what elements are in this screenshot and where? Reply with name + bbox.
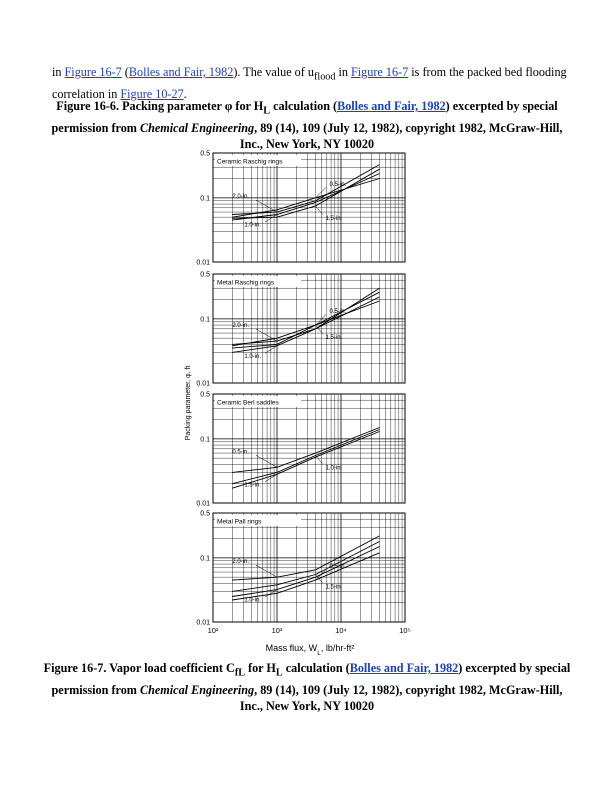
x-tick-label: 10⁵ [399, 626, 411, 635]
y-tick-label: 0.1 [200, 195, 210, 203]
y-tick-label: 0.01 [196, 619, 210, 627]
paragraph-text: ( [121, 65, 129, 79]
series-label: 1.0-in. [244, 353, 261, 360]
series-label: 2.0-in. [232, 323, 249, 330]
series-label: 1.0-in. [325, 465, 343, 472]
series-label: 0.5-in. [329, 181, 347, 188]
y-tick-label: 0.01 [196, 259, 210, 267]
y-tick-label: 0.1 [200, 316, 210, 324]
series-label: 1.0-in. [244, 222, 261, 229]
paragraph-text: in [52, 65, 65, 79]
subscript: L [263, 105, 271, 117]
leader-line [256, 455, 277, 467]
leader-line [256, 565, 277, 577]
series-label: 1.0-in. [244, 597, 261, 604]
caption-text: Figure 16-6. Packing parameter φ for H [56, 99, 264, 113]
caption-text: for H [244, 661, 276, 675]
x-axis-label: Mass flux, $W_L$, lb/hr-ft² [265, 643, 355, 657]
panel-frame [213, 513, 405, 622]
caption-text: calculation ( [270, 99, 338, 113]
caption-text: ) excerpted by special permission from [51, 661, 571, 697]
caption-text: , 89 (14), 109 (July 12, 1982), copyright 1982, McGraw-Hill, Inc., New York, NY 10020 [239, 682, 563, 714]
y-axis-label: Packing parameter, φ, ft [185, 365, 192, 441]
journal-name: Chemical Engineering [139, 682, 255, 697]
panel-title: Metal Pall rings [217, 518, 262, 526]
panel-title: Ceramic Raschig rings [217, 158, 283, 166]
packing-parameter-figure [180, 148, 420, 658]
series-label: 0.5-in. [329, 564, 347, 571]
caption-text: calculation ( [282, 661, 350, 675]
caption-text: Figure 16-7. Vapor load coefficient C [43, 661, 235, 675]
y-tick-label: 0.5 [200, 271, 210, 279]
link-figure-16-7[interactable]: Figure 16-7 [351, 65, 409, 79]
series-label: 2.0-in. [232, 194, 249, 201]
link-bolles-fair[interactable]: Bolles and Fair, 1982 [337, 99, 446, 113]
link-figure-16-7[interactable]: Figure 16-7 [64, 65, 122, 79]
caption-text: ) excerpted by special permission from [51, 99, 558, 135]
x-tick-label: 10² [207, 626, 219, 635]
x-tick-label: 10⁴ [335, 626, 347, 635]
series-label: 1.5-in. [325, 335, 343, 342]
x-tick-label: 10³ [271, 626, 283, 635]
series-line [232, 292, 379, 348]
subscript: fL [234, 667, 245, 679]
paragraph-text: . [183, 86, 187, 101]
series-label: 0.5-in. [232, 449, 249, 456]
journal-name: Chemical Engineering [139, 120, 255, 135]
paragraph-text: ). The value of u [233, 65, 314, 79]
series-label: 0.5-in. [329, 309, 347, 316]
leader-line [256, 329, 277, 341]
series-line [232, 165, 379, 215]
y-tick-label: 0.1 [200, 436, 210, 444]
y-tick-label: 0.01 [196, 380, 210, 388]
figure-16-7-caption [40, 660, 574, 715]
link-figure-10-27[interactable]: Figure 10-27 [120, 86, 184, 101]
panel-title: Ceramic Berl saddles [217, 399, 279, 407]
caption-text: , 89 (14), 109 (July 12, 1982), copyright 1982, McGraw-Hill, Inc., New York, NY 10020 [239, 120, 563, 152]
link-bolles-fair[interactable]: Bolles and Fair, 1982 [128, 65, 234, 79]
y-tick-label: 0.5 [200, 150, 210, 158]
y-tick-label: 0.5 [200, 510, 210, 518]
series-label: 1.5-in. [244, 482, 261, 489]
panel-title: Metal Raschig rings [217, 279, 275, 287]
series-label: 2.0-in. [232, 559, 249, 566]
link-bolles-fair[interactable]: Bolles and Fair, 1982 [349, 661, 459, 675]
paragraph-text: is from the packed bed flooding correlation in [52, 65, 567, 101]
subscript: L [275, 667, 283, 679]
series-line [232, 542, 379, 592]
paragraph-text: in [335, 65, 352, 79]
series-line [232, 169, 379, 218]
series-label: 1.5-in. [325, 584, 343, 591]
subscript: flood [313, 71, 336, 83]
y-tick-label: 0.01 [196, 500, 210, 508]
leader-line [316, 570, 327, 581]
series-line [232, 428, 379, 473]
y-tick-label: 0.5 [200, 391, 210, 399]
series-line [232, 297, 379, 353]
series-line [232, 288, 379, 344]
y-tick-label: 0.1 [200, 555, 210, 563]
series-label: 1.5-in. [325, 215, 343, 222]
figure-16-6-caption [40, 98, 574, 153]
